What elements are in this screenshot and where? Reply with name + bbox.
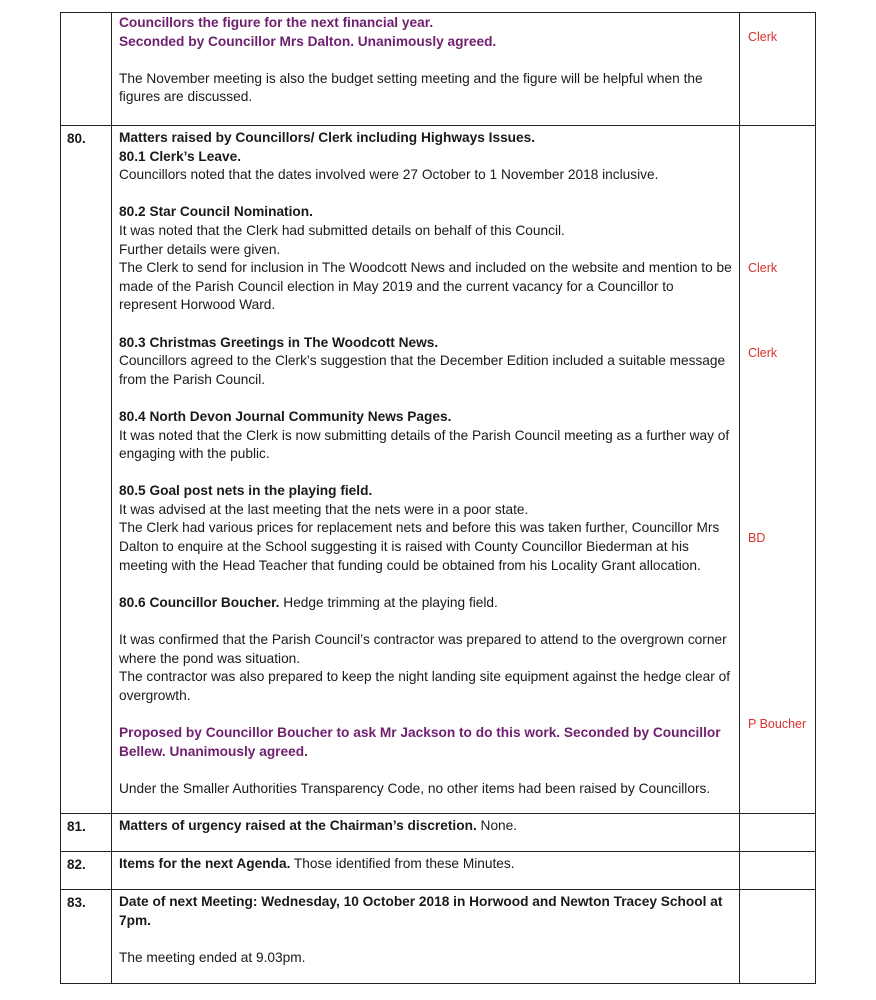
resolution-text: Councillors the figure for the next financial year. (119, 15, 434, 30)
action-cell (740, 890, 816, 984)
action-owner: BD (748, 531, 766, 545)
item-line (119, 855, 733, 874)
item-number-cell (61, 814, 112, 852)
subitem-title: 80.2 Star Council Nomination. (119, 204, 313, 220)
subitem-text: Further details were given. (119, 241, 281, 257)
item-heading: Matters of urgency raised at the Chairman’s discretion. (119, 818, 477, 833)
item-body-cell (112, 890, 740, 984)
action-cell (740, 852, 816, 890)
subitem-text: The Clerk had various prices for replacement nets and before this was taken further, Councillor Mrs Dalton to enquire at the School suggesting it is raised with County Councillor Biederman at his meeting with the Head Teacher that funding could be obtained from his Locality Grant allocation. (119, 520, 720, 573)
action-cell (740, 13, 816, 126)
subitem-text: The Clerk to send for inclusion in The Woodcott News and included on the website and mention to be made of the Parish Council election in May 2019 and the current vacancy for a Councillor to represent Horwood Ward. (119, 260, 732, 313)
subitem-text: It was noted that the Clerk is now submitting details of the Parish Council meeting as a further way of engaging with the public. (119, 427, 730, 462)
item-body-cell (112, 126, 740, 814)
action-cell (740, 814, 816, 852)
subitem-text: Councillors noted that the dates involved were 27 October to 1 November 2018 inclusive. (119, 167, 659, 183)
table-row (61, 890, 816, 984)
item-number: 83. (67, 895, 86, 910)
subitem-title: 80.3 Christmas Greetings in The Woodcott News. (119, 334, 439, 350)
item-number: 80. (67, 131, 86, 146)
item-number-cell (61, 126, 112, 814)
subitem-text: The contractor was also prepared to keep the night landing site equipment against the hedge clear of overgrowth. (119, 669, 731, 703)
item-heading: Matters raised by Councillors/ Clerk including Highways Issues. (119, 130, 536, 145)
item-text: Those identified from these Minutes. (290, 856, 515, 871)
subitem-text: It was confirmed that the Parish Council’s contractor was prepared to attend to the overgrown corner where the pond was situation. (119, 632, 727, 666)
item-body-cell (112, 814, 740, 852)
action-owner: Clerk (748, 346, 778, 360)
table-row (61, 814, 816, 852)
action-owner: P Boucher (748, 717, 807, 731)
item-number-cell (61, 13, 112, 126)
subitem-title: 80.6 Councillor Boucher. (119, 594, 280, 610)
item-body-cell (112, 852, 740, 890)
item-heading: Items for the next Agenda. (119, 856, 291, 871)
subitem-title: 80.4 North Devon Journal Community News Pages. (119, 408, 452, 424)
item-body-cell (112, 13, 740, 126)
item-text: The meeting ended at 9.03pm. (119, 949, 306, 965)
action-owner: Clerk (748, 30, 778, 44)
item-text: None. (476, 818, 518, 833)
item-number: 82. (67, 857, 86, 872)
item-heading: Date of next Meeting: Wednesday, 10 October 2018 in Horwood and Newton Tracey School at 7pm. (119, 894, 723, 928)
item-number: 81. (67, 819, 86, 834)
subitem-title-rest: Hedge trimming at the playing field. (279, 594, 498, 610)
action-cell (740, 126, 816, 814)
resolution-text: Seconded by Councillor Mrs Dalton. Unanimously agreed. (119, 33, 497, 49)
note-text: The November meeting is also the budget setting meeting and the figure will be helpful when the figures are discussed. (119, 70, 703, 105)
closing-text: Under the Smaller Authorities Transparency Code, no other items had been raised by Councillors. (119, 780, 711, 796)
item-number-cell (61, 852, 112, 890)
subitem-heading-line (119, 594, 733, 613)
item-line (119, 817, 733, 836)
table-row (61, 126, 816, 814)
subitem-text: It was noted that the Clerk had submitted details on behalf of this Council. (119, 222, 565, 238)
subitem-text: It was advised at the last meeting that the nets were in a poor state. (119, 501, 529, 517)
table-row (61, 13, 816, 126)
action-owner: Clerk (748, 261, 778, 275)
table-row (61, 852, 816, 890)
resolution-text: Proposed by Councillor Boucher to ask Mr Jackson to do this work. Seconded by Councillor Bellew. Unanimously agreed. (119, 725, 721, 759)
subitem-title: 80.5 Goal post nets in the playing field. (119, 483, 373, 499)
minutes-table (60, 12, 816, 984)
subitem-text: Councillors agreed to the Clerk’s suggestion that the December Edition included a suitable message from the Parish Council. (119, 353, 726, 387)
item-number-cell (61, 890, 112, 984)
subitem-title: 80.1 Clerk’s Leave. (119, 148, 242, 164)
